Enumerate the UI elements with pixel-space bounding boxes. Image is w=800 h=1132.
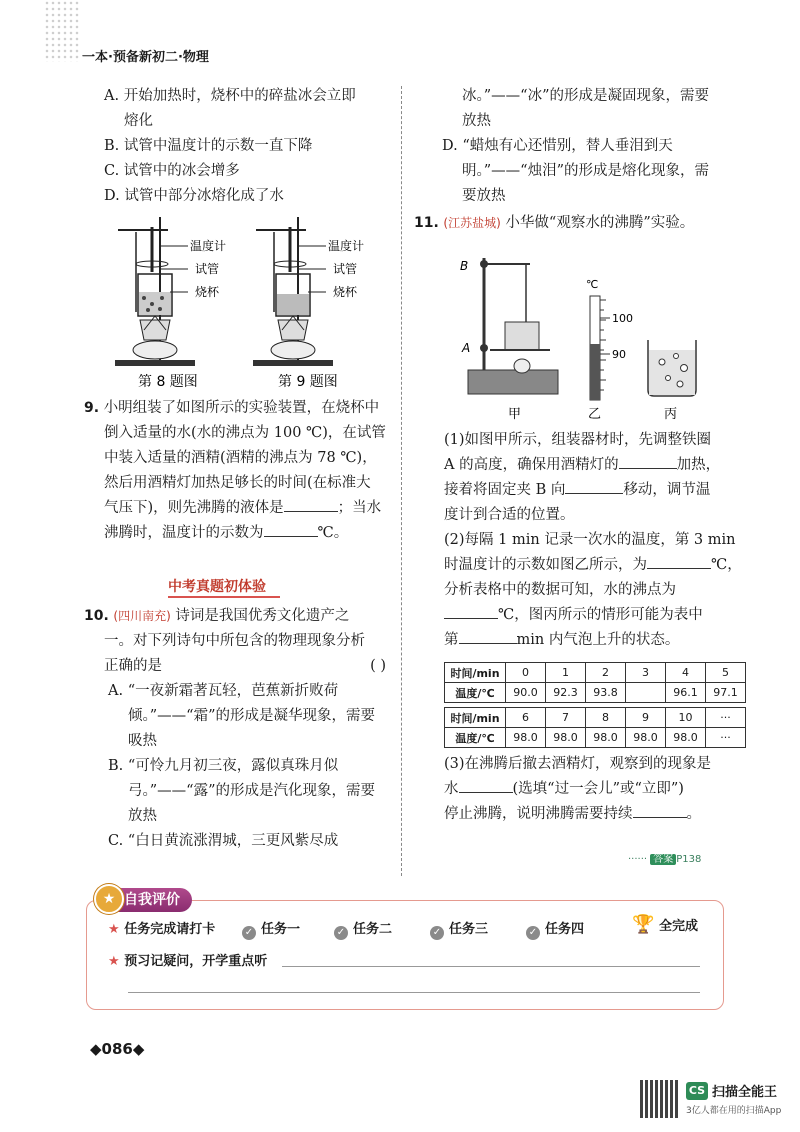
- q11-p2-line5-end: min 内气泡上升的状态。: [516, 632, 680, 648]
- label-thermometer-9: 温度计: [328, 239, 365, 253]
- q11-blank-heat[interactable]: [633, 803, 687, 818]
- q11-p2-line1: (2)每隔 1 min 记录一次水的温度，第 3 min: [444, 532, 736, 548]
- caption-figure-8: 第 8 题图: [138, 374, 198, 390]
- q11-blank-reading[interactable]: [647, 554, 711, 569]
- table-cell: 8: [586, 708, 626, 728]
- q10-option-d-line2: 明。”——“烛泪”的形成是熔化现象，需: [462, 163, 709, 179]
- q8-option-b: B. 试管中温度计的示数一直下降: [104, 138, 313, 154]
- watermark-name: 扫描全能王: [712, 1085, 778, 1100]
- q11-p2-line3: 分析表格中的数据可知，水的沸点为: [444, 582, 676, 598]
- tick-90: 90: [612, 348, 626, 361]
- task2-label: 任务二: [353, 922, 393, 937]
- caption-figure-9: 第 9 题图: [278, 374, 338, 390]
- q9-line1: 小明组装了如图所示的实验装置，在烧杯中: [103, 400, 380, 416]
- q11-title-text: 小华做“观察水的沸腾”实验。: [505, 215, 695, 231]
- q9-blank-reading[interactable]: [264, 522, 318, 537]
- q10-line1: 诗词是我国优秀文化遗产之: [175, 608, 350, 624]
- q10-option-b-line2: 弓。”——“露”的形成是汽化现象，需要: [128, 783, 375, 799]
- q11-source: (江苏盐城): [443, 216, 501, 230]
- tick-100: 100: [612, 312, 633, 325]
- table-cell: ···: [706, 708, 746, 728]
- q11-p1-line3-end: 移动，调节温: [623, 482, 711, 498]
- q11-blank-stop[interactable]: [459, 778, 513, 793]
- page-number-text: 086: [101, 1040, 133, 1058]
- q10-option-a: A. “一夜新霜著瓦轻，芭蕉新折败荷: [108, 683, 339, 699]
- check-icon: ✓: [242, 926, 256, 940]
- star-icon: ★: [108, 922, 120, 937]
- self-evaluation-title: 自我评价: [98, 888, 192, 912]
- table-cell: 97.1: [706, 683, 746, 703]
- question-10-cont: [442, 84, 762, 209]
- q9-number: 9.: [84, 400, 100, 416]
- questions-row: [108, 950, 267, 969]
- table-cell: 时间/min: [445, 708, 506, 728]
- table-cell: 10: [666, 708, 706, 728]
- q11-number: 11.: [414, 215, 439, 231]
- q10-option-d: D. “蜡烛有心还惜别，替人垂泪到天: [442, 138, 673, 154]
- table-cell: 98.0: [586, 728, 626, 748]
- table-cell: 93.8: [586, 683, 626, 703]
- table-cell: 时间/min: [445, 663, 506, 683]
- column-divider: [401, 86, 402, 876]
- table-cell: 3: [626, 663, 666, 683]
- question-11-title: [414, 211, 754, 236]
- table-cell: 9: [626, 708, 666, 728]
- check-icon: ✓: [430, 926, 444, 940]
- question-9: [84, 396, 396, 546]
- caption-jia: 甲: [508, 407, 522, 422]
- q11-blank-minute[interactable]: [459, 629, 517, 644]
- q11-p1-line2-end: 加热，: [676, 457, 721, 473]
- table-cell: 98.0: [506, 728, 546, 748]
- q8-options: [104, 84, 394, 209]
- q10-option-c-line2: 冰。”——“冰”的形成是凝固现象，需要: [462, 88, 709, 104]
- q10-source: (四川南充): [113, 609, 171, 623]
- task4-checkbox[interactable]: [526, 918, 584, 940]
- q11-p1-line3: 接着将固定夹 B 向: [444, 482, 566, 498]
- figure-yi-thermometer: [586, 278, 633, 422]
- table-cell: 0: [506, 663, 546, 683]
- q11-p1-line1: (1)如图甲所示，组装器材时，先调整铁圈: [444, 432, 712, 448]
- data-table-1: [444, 662, 746, 703]
- figure-8-9: [100, 212, 400, 392]
- q11-part1: [444, 428, 762, 653]
- q11-p1-line4: 度计到合适的位置。: [444, 507, 575, 523]
- task3-label: 任务三: [449, 922, 489, 937]
- figure-11: [450, 250, 750, 425]
- q10-option-d-line3: 要放热: [462, 188, 506, 204]
- check-icon: ✓: [526, 926, 540, 940]
- page-number: ◆086◆: [90, 1040, 145, 1058]
- task1-checkbox[interactable]: [242, 918, 300, 940]
- q11-p1-line2: A 的高度，确保用酒精灯的: [444, 457, 619, 473]
- q10-option-b: B. “可怜九月初三夜，露似真珠月似: [108, 758, 339, 774]
- q11-p3-line2-end: (选填“过一会儿”或“立即”): [512, 781, 684, 797]
- label-clamp-b: B: [460, 259, 469, 273]
- q9-blank-liquid[interactable]: [284, 497, 338, 512]
- q11-p2-line5: 第: [444, 632, 459, 648]
- watermark-subtitle: 3亿人都在用的扫描App: [686, 1106, 782, 1116]
- table-cell: ···: [706, 728, 746, 748]
- thermometer-unit: ℃: [586, 278, 599, 291]
- task1-label: 任务一: [261, 922, 301, 937]
- task4-label: 任务四: [545, 922, 585, 937]
- q9-line5-end: ；当水: [337, 500, 382, 516]
- q10-option-a-line3: 吸热: [128, 733, 157, 749]
- q10-option-c: C. “白日黄流涨渭城，三更风紫尽成: [108, 833, 339, 849]
- table-cell: 96.1: [666, 683, 706, 703]
- table-cell: 2: [586, 663, 626, 683]
- table-cell: 5: [706, 663, 746, 683]
- table-cell: 4: [666, 663, 706, 683]
- decorative-dot-pattern: [44, 0, 80, 62]
- figure-jia: [460, 258, 558, 422]
- q8-option-d: D. 试管中部分冰熔化成了水: [104, 188, 284, 204]
- table-cell: 98.0: [666, 728, 706, 748]
- camscanner-logo-icon: CS: [686, 1082, 708, 1100]
- q8-option-a-cont: 熔化: [124, 113, 153, 129]
- table-cell: 温度/℃: [445, 683, 506, 703]
- q9-line3: 中装入适量的酒精(酒精的沸点为 78 ℃)，: [104, 450, 377, 466]
- trophy-icon: 🏆: [632, 914, 655, 935]
- q11-blank-boiling-point[interactable]: [444, 604, 498, 619]
- label-thermometer-8: 温度计: [190, 239, 227, 253]
- q9-line2: 倒入适量的水(水的沸点为 100 ℃)，在试管: [104, 425, 386, 441]
- task2-checkbox[interactable]: [334, 918, 392, 940]
- section-underline: [168, 596, 280, 598]
- table-cell: 1: [546, 663, 586, 683]
- q11-blank-flame[interactable]: [619, 454, 677, 469]
- q10-option-b-line3: 放热: [128, 808, 157, 824]
- label-ring-a: A: [462, 341, 471, 355]
- figure-bing-beaker: [648, 340, 696, 422]
- caption-bing: 丙: [664, 407, 678, 422]
- table-cell: 温度/℃: [445, 728, 506, 748]
- running-header: 一本·预备新初二·物理: [82, 50, 209, 65]
- table-cell: 90.0: [506, 683, 546, 703]
- checkin-row: [108, 918, 215, 937]
- q10-line3: 正确的是: [104, 658, 162, 674]
- answer-tag: 答案: [650, 854, 676, 865]
- notes-line-1[interactable]: [282, 966, 700, 967]
- label-beaker-8: 烧杯: [195, 285, 220, 299]
- q11-p2-line4: ℃，图丙所示的情形可能为表中: [498, 607, 703, 623]
- q11-p3-line3-end: 。: [686, 806, 701, 822]
- q11-p2-line2: 时温度计的示数如图乙所示，为: [444, 557, 647, 573]
- table-cell: 7: [546, 708, 586, 728]
- star-icon: ★: [108, 954, 120, 969]
- q11-p3-line2: 水: [444, 781, 459, 797]
- q10-line2: 一。对下列诗句中所包含的物理现象分析: [104, 633, 365, 649]
- table-cell-empty[interactable]: [626, 683, 666, 703]
- section-title: 中考真题初体验: [168, 579, 266, 595]
- table-row: [445, 708, 746, 728]
- table-cell: 98.0: [626, 728, 666, 748]
- q8-option-c: C. 试管中的冰会增多: [104, 163, 240, 179]
- task3-checkbox[interactable]: [430, 918, 488, 940]
- table-cell: 92.3: [546, 683, 586, 703]
- qr-code-icon: [640, 1080, 678, 1118]
- q11-p3-line1: (3)在沸腾后撤去酒精灯，观察到的现象是: [444, 756, 712, 772]
- table-cell: 98.0: [546, 728, 586, 748]
- q9-line4: 然后用酒精灯加热足够长的时间(在标准大: [104, 475, 371, 491]
- notes-line-2[interactable]: [128, 992, 700, 993]
- table-cell: 6: [506, 708, 546, 728]
- table-row: [445, 683, 746, 703]
- medal-icon: ★: [94, 884, 124, 914]
- q11-p3-line3: 停止沸腾，说明沸腾需要持续: [444, 806, 633, 822]
- questions-label: 预习记疑问，开学重点听: [124, 954, 268, 969]
- q11-p2-line2-end: ℃，: [711, 557, 742, 573]
- table-row: [445, 663, 746, 683]
- label-tube-8: 试管: [195, 262, 220, 276]
- q11-part3: [444, 752, 762, 827]
- complete-checkbox[interactable]: [632, 914, 698, 935]
- check-icon: ✓: [334, 926, 348, 940]
- q10-option-c-line3: 放热: [462, 113, 491, 129]
- q9-line6: 沸腾时，温度计的示数为: [104, 525, 264, 541]
- q8-option-a: A. 开始加热时，烧杯中的碎盐冰会立即: [104, 88, 356, 104]
- q10-answer-paren[interactable]: ( ): [370, 658, 386, 674]
- table-row: [445, 728, 746, 748]
- q9-line5: 气压下)，则先沸腾的液体是: [104, 500, 284, 516]
- q10-number: 10.: [84, 608, 109, 624]
- complete-label: 全完成: [658, 919, 698, 934]
- label-tube-9: 试管: [333, 262, 358, 276]
- answer-page: P138: [676, 854, 702, 865]
- q11-blank-direction[interactable]: [565, 479, 623, 494]
- data-table-2: [444, 707, 746, 748]
- q10-option-a-line2: 倾。”——“霜”的形成是凝华现象，需要: [128, 708, 375, 724]
- checkin-label: 任务完成请打卡: [124, 922, 216, 937]
- answer-reference[interactable]: ······ 答案 P138: [628, 854, 702, 865]
- caption-yi: 乙: [588, 407, 602, 422]
- q9-line6-end: ℃。: [317, 525, 349, 541]
- question-10: [84, 604, 396, 854]
- label-beaker-9: 烧杯: [333, 285, 358, 299]
